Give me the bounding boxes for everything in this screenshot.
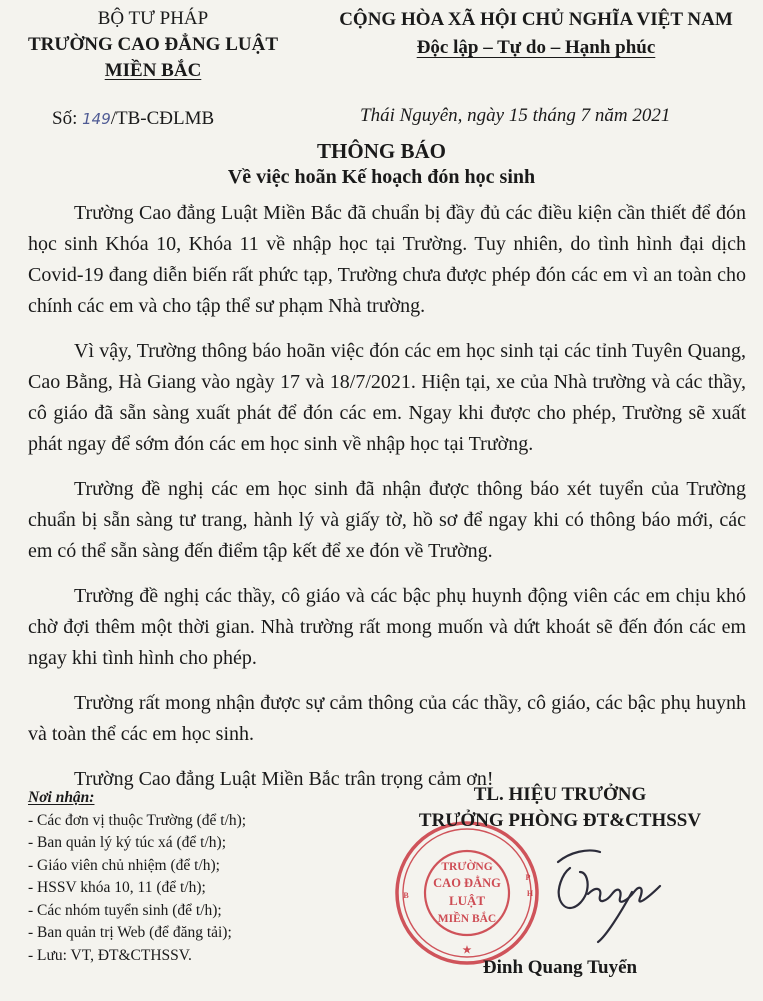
svg-text:★: ★ <box>462 945 472 956</box>
national-motto: Độc lập – Tự do – Hạnh phúc <box>416 37 656 58</box>
number-prefix: Số: <box>52 108 78 129</box>
recipient-item: - HSSV khóa 10, 11 (để t/h); <box>28 879 206 896</box>
national-header <box>312 6 760 62</box>
recipient-item: - Giáo viên chủ nhiệm (để t/h); <box>28 856 220 874</box>
closing-line: Trường Cao đẳng Luật Miền Bắc trân trọng cảm ơn! <box>74 768 494 790</box>
document-subtitle: Về việc hoãn Kế hoạch đón học sinh <box>227 166 536 188</box>
place-date: Thái Nguyên, ngày 15 tháng 7 năm 2021 <box>360 105 671 126</box>
school-name-line1: TRƯỜNG CAO ĐẲNG LUẬT <box>28 34 278 55</box>
official-seal-stamp <box>392 818 542 968</box>
recipients-label: Nơi nhận: <box>28 789 95 806</box>
recipient-item: - Ban quản lý ký túc xá (để t/h); <box>28 834 227 851</box>
document-title: THÔNG BÁO <box>317 139 446 163</box>
recipient-item: - Lưu: VT, ĐT&CTHSSV. <box>28 946 192 964</box>
document-number <box>52 108 214 130</box>
school-name-line2: MIỀN BẮC <box>104 60 202 81</box>
signature-block <box>384 782 736 834</box>
country-name: CỘNG HÒA XÃ HỘI CHỦ NGHĨA VIỆT NAM <box>339 9 733 30</box>
signature-title-line1: TL. HIỆU TRƯỞNG <box>473 784 647 805</box>
svg-text:TRƯỜNG: TRƯỜNG <box>441 861 493 873</box>
svg-text:CAO ĐẲNG: CAO ĐẲNG <box>433 876 501 890</box>
ministry-name: BỘ TƯ PHÁP <box>97 8 209 29</box>
number-handwritten: 149 <box>82 110 111 128</box>
svg-text:LUẬT: LUẬT <box>448 893 486 908</box>
recipients-block <box>28 787 368 967</box>
paragraph: Trường Cao đẳng Luật Miền Bắc đã chuẩn bị đầy đủ các điều kiện cần thiết để đón học sinh Khóa 10, Khóa 11 về nhập học tại Trường. Tuy nhiên, do tình hình đại dịch Covid-19 đang diễn biến rất phức tạp, Trường chưa được phép đón các em vì an toàn cho chính các em và cho tập thể sư phạm Nhà trường. <box>28 202 746 317</box>
signature-title-line2: TRƯỞNG PHÒNG ĐT&CTHSSV <box>418 810 702 831</box>
paragraph: Trường đề nghị các em học sinh đã nhận được thông báo xét tuyển của Trường chuẩn bị sẵn sàng tư trang, hành lý và giấy tờ, hồ sơ để ngay khi có thông báo mới, các em có thể sẵn sàng đến điểm tập kết để xe đón về Trường. <box>28 478 746 562</box>
svg-text:P: P <box>525 873 531 882</box>
recipient-item: - Các nhóm tuyển sinh (để t/h); <box>28 901 222 919</box>
svg-text:H: H <box>526 889 534 898</box>
svg-text:B: B <box>403 891 409 900</box>
signer-name: Đinh Quang Tuyển <box>482 957 638 978</box>
handwritten-signature <box>540 838 690 948</box>
document-body <box>28 198 746 809</box>
issuer-header <box>8 6 298 84</box>
recipient-item: - Các đơn vị thuộc Trường (để t/h); <box>28 811 247 829</box>
number-suffix: /TB-CĐLMB <box>110 108 215 129</box>
svg-text:MIỀN BẮC: MIỀN BẮC <box>437 913 497 925</box>
paragraph: Vì vậy, Trường thông báo hoãn việc đón các em học sinh tại các tỉnh Tuyên Quang, Cao Bằng, Hà Giang vào ngày 17 và 18/7/2021. Hiện tại, xe của Nhà trường và các thầy, cô giáo đã sẵn sàng xuất phát để đón các em. Ngay khi được cho phép, Trường sẽ xuất phát ngay để sớm đón các em học sinh về nhập học tại Trường. <box>28 340 746 455</box>
paragraph: Trường rất mong nhận được sự cảm thông của các thầy, cô giáo, các bậc phụ huynh và toàn thể các em học sinh. <box>28 692 746 745</box>
recipient-item: - Ban quản trị Web (để đăng tải); <box>28 924 232 941</box>
paragraph: Trường đề nghị các thầy, cô giáo và các bậc phụ huynh động viên các em chịu khó chờ đợi thêm một thời gian. Nhà trường rất mong muốn và dứt khoát sẽ đến đón các em ngay khi tình hình cho phép. <box>28 585 746 669</box>
